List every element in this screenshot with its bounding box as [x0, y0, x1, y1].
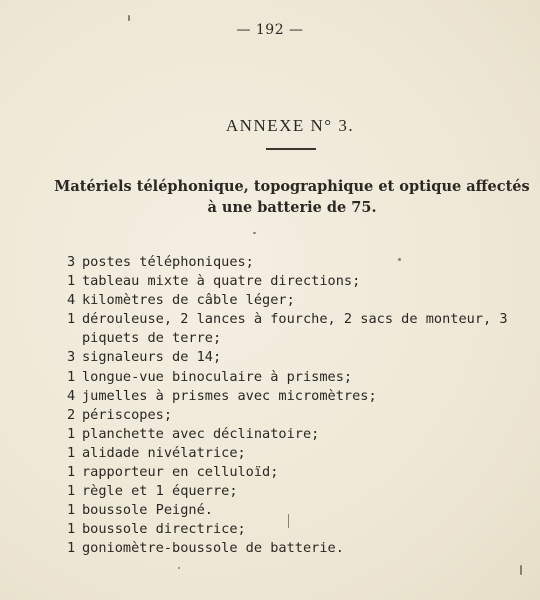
item-text: postes téléphoniques; — [82, 254, 254, 270]
list-item — [67, 539, 532, 558]
item-text: longue-vue binoculaire à prismes; — [82, 368, 353, 385]
list-item — [67, 272, 532, 291]
paper-speck — [178, 567, 180, 569]
item-text: alidade nivélatrice; — [82, 444, 246, 461]
item-quantity: 1 — [67, 425, 76, 442]
section-heading: Matériels téléphonique, topographique et optique affectés à une batterie de 75. — [54, 178, 530, 216]
item-text: signaleurs de 14; — [82, 349, 222, 366]
item-text: goniomètre-boussole de batterie. — [82, 540, 344, 557]
item-text: périscopes; — [82, 406, 173, 423]
list-item — [67, 310, 532, 348]
list-item — [67, 425, 532, 444]
item-quantity: 1 — [67, 502, 76, 519]
paper-speck — [128, 15, 130, 21]
item-quantity: 1 — [67, 368, 76, 385]
item-quantity: 4 — [67, 387, 76, 404]
list-item — [67, 291, 532, 310]
paper-speck — [253, 232, 256, 234]
item-quantity: 1 — [67, 444, 76, 461]
item-quantity: 1 — [67, 464, 76, 481]
item-text: boussole Peigné. — [82, 502, 213, 519]
item-text: planchette avec déclinatoire; — [82, 425, 320, 442]
list-item — [67, 482, 532, 501]
item-quantity: 1 — [67, 483, 76, 500]
list-item — [67, 463, 532, 482]
item-quantity: 2 — [67, 406, 76, 423]
item-quantity: 1 — [67, 273, 76, 290]
title-underline — [266, 148, 316, 150]
paper-speck — [288, 514, 289, 528]
list-item — [67, 368, 532, 387]
item-text: jumelles à prismes avec micromètres; — [82, 387, 377, 404]
list-item — [67, 253, 532, 272]
annex-title: ANNEXE N° 3. — [225, 116, 355, 135]
item-quantity: 3 — [67, 349, 76, 366]
page-number: — 192 — — [236, 22, 304, 38]
equipment-list — [67, 253, 532, 559]
item-quantity: 1 — [67, 311, 76, 328]
item-text: kilomètres de câble léger; — [82, 292, 295, 309]
item-text: dérouleuse, 2 lances à fourche, 2 sacs de monteur, 3 piquets de terre; — [82, 311, 508, 347]
list-item — [67, 520, 532, 539]
item-quantity: 4 — [67, 292, 76, 309]
paper-speck — [520, 565, 522, 575]
item-quantity: 1 — [67, 540, 76, 557]
list-item — [67, 501, 532, 520]
item-quantity: 3 — [67, 254, 76, 270]
list-item — [67, 444, 532, 463]
list-item — [67, 387, 532, 406]
paper-speck — [398, 258, 401, 261]
item-quantity: 1 — [67, 521, 76, 538]
list-item — [67, 406, 532, 425]
item-text: rapporteur en celluloïd; — [82, 464, 279, 481]
list-item — [67, 348, 532, 367]
item-text: tableau mixte à quatre directions; — [82, 273, 361, 290]
item-text: boussole directrice; — [82, 521, 246, 538]
item-text: règle et 1 équerre; — [82, 483, 238, 500]
